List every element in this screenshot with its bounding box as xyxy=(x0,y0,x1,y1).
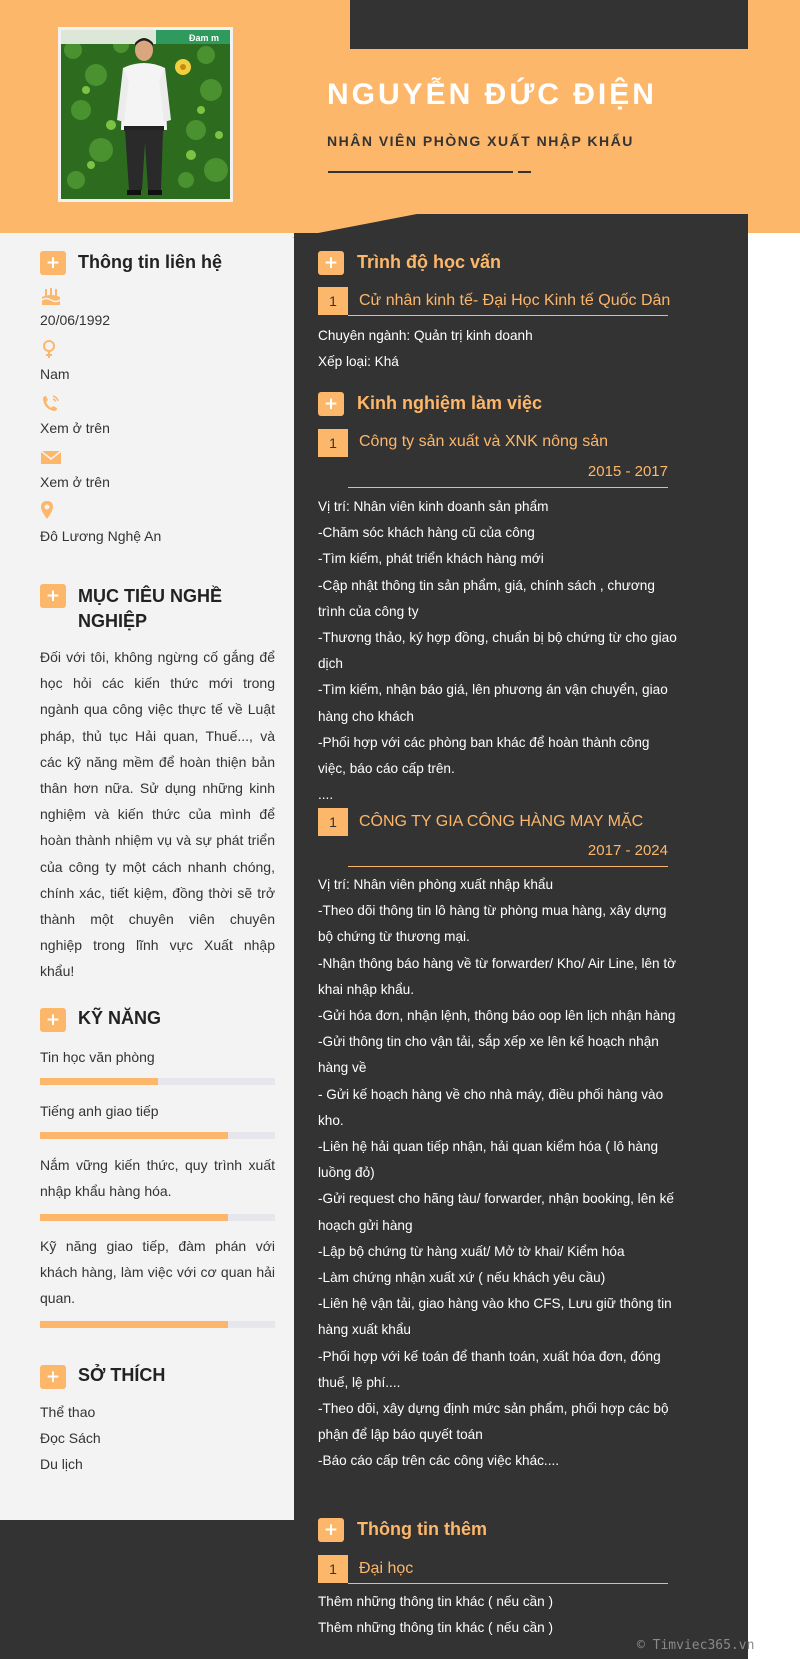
job-number: 1 xyxy=(318,429,348,457)
contact-heading: Thông tin liên hệ xyxy=(78,252,222,272)
skill-name: Tiếng anh giao tiếp xyxy=(40,1103,159,1119)
objective-heading xyxy=(78,584,222,634)
phone-icon xyxy=(40,393,62,413)
experience-heading: Kinh nghiệm làm việc xyxy=(357,393,543,413)
contact-email: Xem ở trên xyxy=(40,474,110,490)
contact-gender: Nam xyxy=(40,366,70,382)
contact-birthday: 20/06/1992 xyxy=(40,312,111,328)
location-pin-icon xyxy=(40,500,62,520)
profile-photo xyxy=(58,27,233,202)
skill-bar xyxy=(40,1078,275,1085)
job-line: -Lập bộ chứng từ hàng xuất/ Mở tờ khai/ Kiểm hóa xyxy=(318,1243,625,1259)
job-line: -Gửi hóa đơn, nhận lệnh, thông báo oop lên lịch nhận hàng xyxy=(318,1008,676,1024)
education-details xyxy=(318,323,680,375)
skills-heading: KỸ NĂNG xyxy=(78,1008,162,1028)
job-line: -Liên hệ vận tải, giao hàng vào kho CFS, Lưu giữ thông tin hàng xuất khẩu xyxy=(318,1296,672,1338)
job-line: -Phối hợp với các phòng ban khác để hoàn thành công việc, báo cáo cấp trên. xyxy=(318,734,650,777)
skill-bar xyxy=(40,1214,275,1221)
education-rule xyxy=(348,315,668,316)
job-line: -Tìm kiếm, nhận báo giá, lên phương án vận chuyển, giao hàng cho khách xyxy=(318,682,668,724)
job-line: -Làm chứng nhận xuất xứ ( nếu khách yêu cầu) xyxy=(318,1270,606,1286)
job-line: -Phối hợp với kế toán để thanh toán, xuất hóa đơn, đóng thuế, lệ phí.... xyxy=(318,1348,661,1390)
job-line: Vị trí: Nhân viên phòng xuất nhập khẩu xyxy=(318,877,554,892)
objective-text: Đối với tôi, không ngừng cố gắng để học hỏi các kiến thức mới trong ngành qua công việc thực tế về Luật pháp, thủ tục Hải quan, Thuế..., và các kỹ năng mềm để hoàn thiện bản thân hơn nữa. Sử dụng những kinh nghiệm và kiến thức của mình để hoàn thành nhiệm vụ và sự phát triển của công ty một cách nhanh chóng, chính xác, tiết kiệm, đồng thời sẽ trở thành một chuyên viên chuyên nghiệp trong lĩnh vực Xuất nhập khẩu! xyxy=(40,649,275,980)
job-rule xyxy=(348,866,668,867)
plus-icon: + xyxy=(318,1518,344,1542)
education-heading: Trình độ học vấn xyxy=(357,252,502,272)
job-line: -Tìm kiếm, phát triển khách hàng mới xyxy=(318,551,544,567)
job-description xyxy=(318,872,680,1475)
plus-icon: + xyxy=(40,1365,66,1389)
additional-line: Thêm những thông tin khác ( nếu cần ) xyxy=(318,1620,554,1636)
job-line: -Theo dõi, xây dựng định mức sản phẩm, phối hợp các bộ phận để lập báo quyết toán xyxy=(318,1401,669,1443)
photo-banner-text: Đam m xyxy=(189,33,220,43)
education-number: 1 xyxy=(318,287,348,315)
job-line: -Theo dõi thông tin lô hàng từ phòng mua hàng, xây dựng bộ chứng từ thương mại. xyxy=(318,903,667,945)
candidate-job-title: NHÂN VIÊN PHÒNG XUẤT NHẬP KHẨU xyxy=(327,133,634,149)
plus-icon: + xyxy=(318,392,344,416)
additional-rule xyxy=(348,1583,668,1584)
job-line: -Gửi thông tin cho vận tải, sắp xếp xe lên kế hoạch nhận hàng về xyxy=(318,1034,659,1076)
job-period: 2017 - 2024 xyxy=(587,842,668,859)
education-line: Xếp loại: Khá xyxy=(318,354,399,370)
gender-icon xyxy=(40,339,62,359)
job-line: - Gửi kế hoạch hàng về cho nhà máy, điều phối hàng vào kho. xyxy=(318,1086,664,1128)
skill-name: Nắm vững kiến thức, quy trình xuất nhập khẩu hàng hóa. xyxy=(40,1157,275,1199)
hobby-item: Đọc Sách xyxy=(40,1430,101,1446)
plus-icon: + xyxy=(40,1008,66,1032)
job-line: Vị trí: Nhân viên kinh doanh sản phẩm xyxy=(318,499,549,514)
bottom-left-dark-block xyxy=(0,1520,294,1659)
job-company: Công ty sản xuất và XNK nông sản xyxy=(359,433,609,450)
job-line: -Chăm sóc khách hàng cũ của công xyxy=(318,525,535,541)
job-rule xyxy=(348,487,668,488)
job-number: 1 xyxy=(318,808,348,836)
header-dark-bar xyxy=(350,0,748,49)
job-line: .... xyxy=(318,787,334,803)
job-description xyxy=(318,494,680,808)
contact-phone: Xem ở trên xyxy=(40,420,110,436)
skill-bar-fill xyxy=(40,1214,228,1221)
skill-bar-fill xyxy=(40,1132,228,1139)
education-line: Chuyên ngành: Quản trị kinh doanh xyxy=(318,328,533,343)
objective-heading-line2: NGHIỆP xyxy=(78,611,148,631)
job-line: -Cập nhật thông tin sản phẩm, giá, chính sách , chương trình của công ty xyxy=(318,577,655,619)
skill-bar xyxy=(40,1321,275,1328)
job-line: -Nhận thông báo hàng về từ forwarder/ Kho/ Air Line, lên tờ khai nhập khẩu. xyxy=(318,955,677,997)
hobby-item: Thể thao xyxy=(40,1404,96,1420)
skill-bar-fill xyxy=(40,1321,228,1328)
additional-line: Thêm những thông tin khác ( nếu cần ) xyxy=(318,1594,554,1609)
hobbies-heading: SỞ THÍCH xyxy=(78,1365,166,1385)
objective-heading-line1: MỤC TIÊU NGHỀ xyxy=(78,586,222,606)
job-period: 2015 - 2017 xyxy=(587,463,668,480)
additional-number: 1 xyxy=(318,1555,348,1583)
watermark: © Timviec365.vn xyxy=(637,1638,755,1653)
skill-bar-fill xyxy=(40,1078,158,1085)
candidate-name: NGUYỄN ĐỨC ĐIỆN xyxy=(327,78,657,111)
plus-icon: + xyxy=(318,251,344,275)
additional-details xyxy=(318,1589,680,1641)
hobby-item: Du lịch xyxy=(40,1456,83,1472)
contact-address: Đô Lương Nghệ An xyxy=(40,528,162,544)
title-underline-short xyxy=(518,171,531,173)
education-school: Cử nhân kinh tế- Đại Học Kinh tế Quốc Dân xyxy=(359,292,671,309)
additional-heading: Thông tin thêm xyxy=(357,1519,487,1539)
plus-icon: + xyxy=(40,584,66,608)
job-line: -Báo cáo cấp trên các công việc khác.... xyxy=(318,1453,560,1469)
job-line: -Thương thảo, ký hợp đồng, chuẩn bị bộ chứng từ cho giao dịch xyxy=(318,630,677,672)
envelope-icon xyxy=(40,447,62,467)
job-company: CÔNG TY GIA CÔNG HÀNG MAY MẶC xyxy=(359,813,644,830)
job-line: -Gửi request cho hãng tàu/ forwarder, nhận booking, lên kế hoạch gửi hàng xyxy=(318,1191,674,1233)
additional-title: Đại học xyxy=(359,1560,414,1577)
skill-name: Kỹ năng giao tiếp, đàm phán với khách hàng, làm việc với cơ quan hải quan. xyxy=(40,1238,275,1306)
skill-name: Tin học văn phòng xyxy=(40,1049,155,1065)
birthday-cake-icon xyxy=(40,285,62,305)
skill-bar xyxy=(40,1132,275,1139)
job-line: -Liên hệ hải quan tiếp nhận, hải quan kiểm hóa ( lô hàng luồng đỏ) xyxy=(318,1139,659,1181)
title-underline xyxy=(328,171,513,173)
plus-icon: + xyxy=(40,251,66,275)
